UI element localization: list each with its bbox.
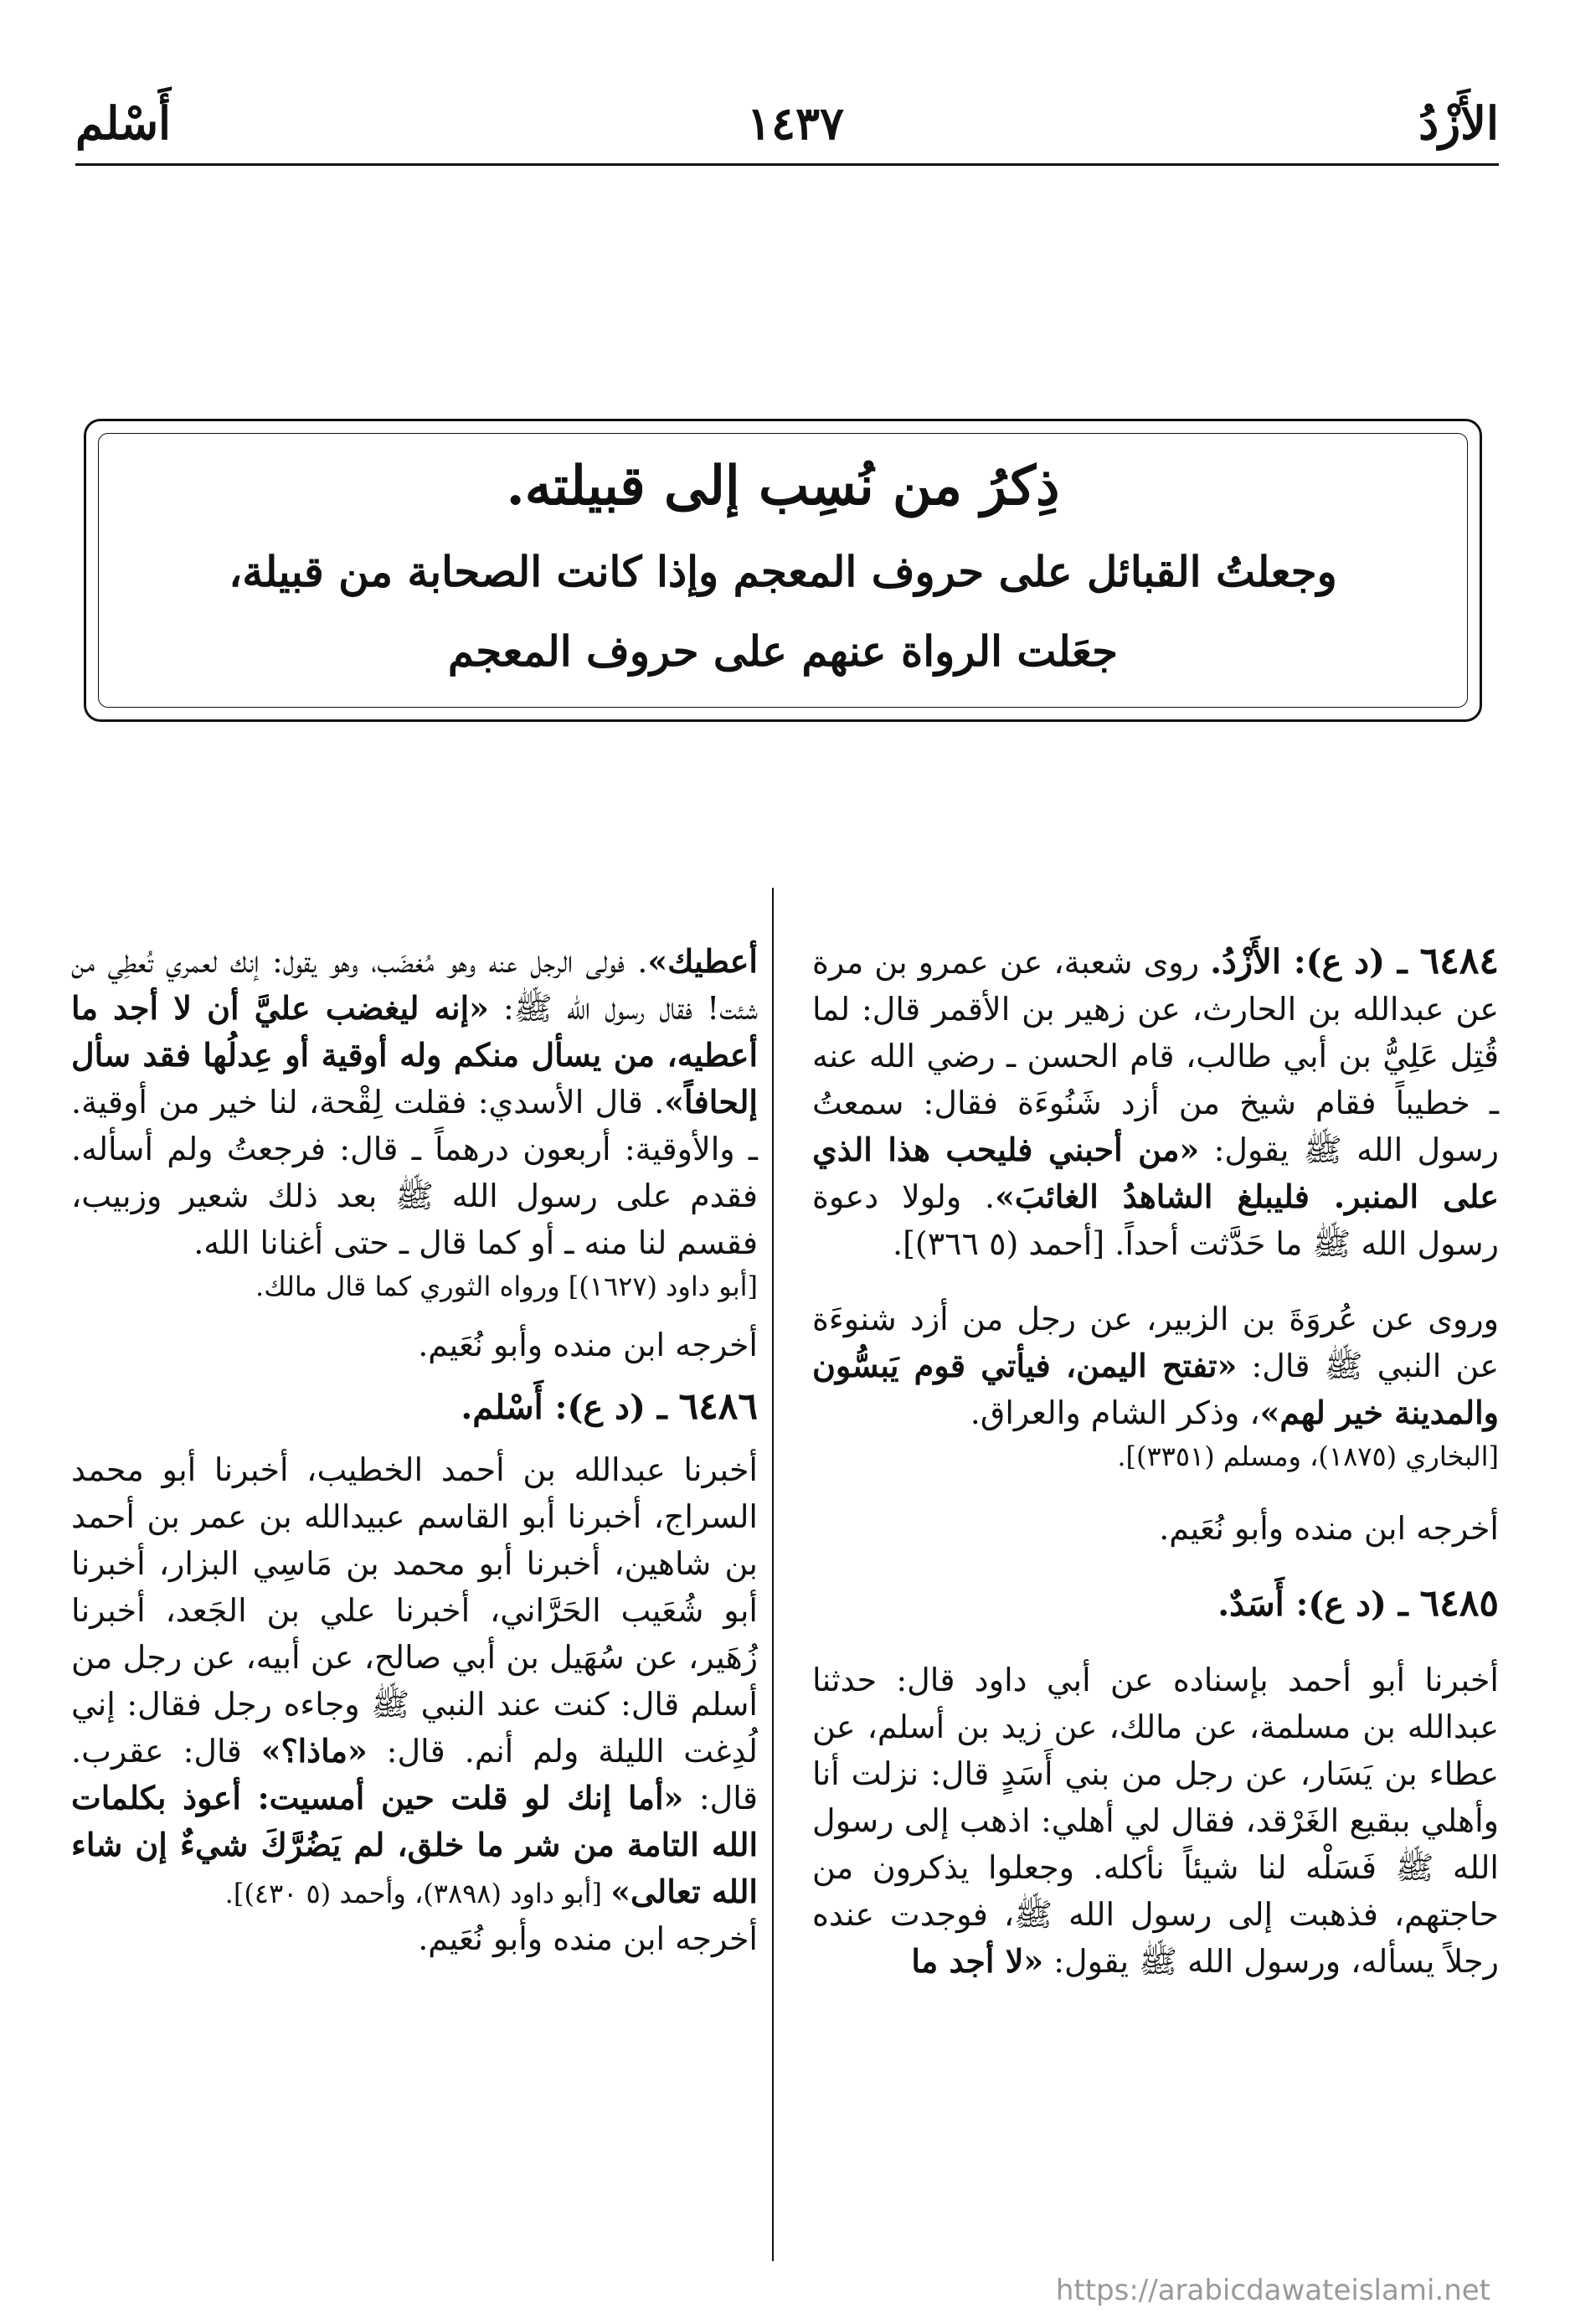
hadith-text: «إنه ليغضب عليَّ أن لا أجد ما أعطيه، من يسأل منكم وله أوقية أو عِدلُها فقد سأل إلحافاً» bbox=[71, 989, 758, 1121]
header-tribe-name: الأَزْدُ bbox=[1418, 96, 1499, 150]
entry-heading: ـ (د ع): أَسْلم. bbox=[461, 1388, 679, 1427]
running-header bbox=[75, 96, 1499, 163]
section-title: ذِكرُ من نُسِب إلى قبيلته. bbox=[506, 455, 1060, 518]
entry-heading: ـ (د ع): أَسَدٌ. bbox=[1217, 1585, 1420, 1624]
entry-number: ٦٤٨٤ bbox=[1419, 940, 1499, 982]
website-watermark: https://arabicdawateislami.net bbox=[1055, 2274, 1490, 2307]
source-reference: [أحمد (٥ ٣٦٦)]. bbox=[893, 1225, 1105, 1262]
entry-6485-heading bbox=[812, 1580, 1499, 1628]
entry-text: . ولولا دعوة رسول الله ﷺ ما حَدَّثت أحداً. bbox=[812, 1178, 1499, 1262]
entry-6486-heading bbox=[71, 1384, 758, 1431]
right-column bbox=[812, 938, 1499, 1985]
hadith-text: «تفتح اليمن، فيأتي قوم يَبسُّون والمدينة خير لهم» bbox=[812, 1347, 1499, 1431]
takhrij-note: أخرجه ابن منده وأبو نُعَيم. bbox=[418, 1327, 758, 1363]
hadith-text: «من أحبني فليحب هذا الذي على المنبر. فليبلغ الشاهدُ الغائبَ» bbox=[812, 1131, 1499, 1215]
entry-6485-continued bbox=[71, 938, 758, 1266]
entry-text: . قال الأسدي: فقلت لِقْحة، لنا خير من أوقية. ـ والأوقية: أربعون درهماً ـ قال: فرجعتُ ولم أسأله. فقدم على رسول الله ﷺ بعد ذلك شعير وزبيب، فقسم لنا منه ـ أو كما قال ـ حتى أغنانا الله. bbox=[71, 1084, 758, 1261]
entry-6484 bbox=[812, 938, 1499, 1267]
header-last-entry: أَسْلم bbox=[75, 96, 172, 150]
column-divider bbox=[772, 888, 774, 2261]
entry-6484-second-narration bbox=[812, 1296, 1499, 1436]
left-column bbox=[71, 938, 758, 1962]
section-subtitle-line1: وجعلتُ القبائل على حروف المعجم وإذا كانت الصحابة من قبيلة، bbox=[229, 547, 1337, 596]
entry-text: أخبرنا أبو أحمد بإسناده عن أبي داود قال: حدثنا عبدالله بن مسلمة، عن مالك، عن زيد بن أسلم، عن عطاء بن يَسَار، عن رجل من بني أَسَدٍ قال: نزلت أنا وأهلي ببقيع الغَرْقد، فقال لي أهلي: اذهب إلى رسول الله ﷺ فَسَلْه لنا شيئاً نأكله. وجعلوا يذكرون من حاجتهم، فذهبت إلى رسول الله ﷺ، فوجدت عنده رجلاً يسأله، ورسول الله ﷺ يقول: bbox=[812, 1662, 1499, 1980]
entry-number: ٦٤٨٦ bbox=[678, 1385, 758, 1428]
entry-text: وروى عن عُروَةَ بن الزبير، عن رجل من أزد شنوءَة عن النبي ﷺ قال: bbox=[812, 1301, 1499, 1384]
entry-text: ، وذكر الشام والعراق. bbox=[970, 1394, 1260, 1431]
takhrij-note: أخرجه ابن منده وأبو نُعَيم. bbox=[1159, 1510, 1499, 1547]
source-reference: [أبو داود (٣٨٩٨)، وأحمد (٥ ٤٣٠)]. bbox=[224, 1878, 611, 1909]
section-title-box bbox=[84, 419, 1482, 722]
entry-text: قال: عقرب. قال: bbox=[71, 1733, 758, 1816]
hadith-text: «ماذا؟» bbox=[260, 1732, 368, 1770]
hadith-text: «لا أجد ما bbox=[911, 1942, 1044, 1980]
entry-6485 bbox=[812, 1657, 1499, 1985]
entry-6486 bbox=[71, 1446, 758, 1915]
entry-heading: ـ (د ع): الأَزْدُ. bbox=[1210, 942, 1420, 982]
header-rule bbox=[75, 163, 1499, 166]
entry-number: ٦٤٨٥ bbox=[1419, 1582, 1499, 1625]
entry-text: . فولى الرجل عنه وهو مُغضَب، وهو يقول: إنك لعمري تُعطِي من شئت! فقال رسول الله ﷺ: bbox=[71, 943, 758, 1027]
entry-text: أخبرنا عبدالله بن أحمد الخطيب، أخبرنا أبو محمد السراج، أخبرنا أبو القاسم عبيدالله بن عمر بن أحمد بن شاهين، أخبرنا أبو محمد بن مَاسِي البزار، أخبرنا أبو شُعَيب الحَرَّاني، أخبرنا علي بن الجَعد، أخبرنا زُهَير، عن سُهَيل بن أبي صالح، عن أبيه، عن رجل من أسلم قال: كنت عند النبي ﷺ وجاءه رجل فقال: إني لُدِغت الليلة ولم أنم. قال: bbox=[71, 1451, 759, 1770]
page-number: ١٤٣٧ bbox=[746, 96, 844, 150]
takhrij-note: أخرجه ابن منده وأبو نُعَيم. bbox=[418, 1920, 758, 1957]
source-reference: [البخاري (١٨٧٥)، ومسلم (٣٣٥١)]. bbox=[1117, 1440, 1499, 1472]
entry-text: روى شعبة، عن عمرو بن مرة عن عبدالله بن الحارث، عن زهير بن الأقمر قال: لما قُتِل عَلِيُّ بن أبي طالب، قام الحسن ـ رضي الله عنه ـ خطيباً فقام شيخ من أزد شَنُوءَة فقال: سمعتُ رسول الله ﷺ يقول: bbox=[812, 944, 1499, 1168]
hadith-text: «أما إنك لو قلت حين أمسيت: أعوذ بكلمات الله التامة من شر ما خلق، لم يَضُرَّكَ شيءٌ إن شاء الله تعالى» bbox=[71, 1779, 758, 1910]
hadith-text: أعطيك» bbox=[647, 942, 758, 980]
section-subtitle-line2: جعَلت الرواة عنهم على حروف المعجم bbox=[447, 626, 1119, 676]
source-reference: [أبو داود (١٦٢٧)] ورواه الثوري كما قال مالك. bbox=[255, 1270, 758, 1302]
